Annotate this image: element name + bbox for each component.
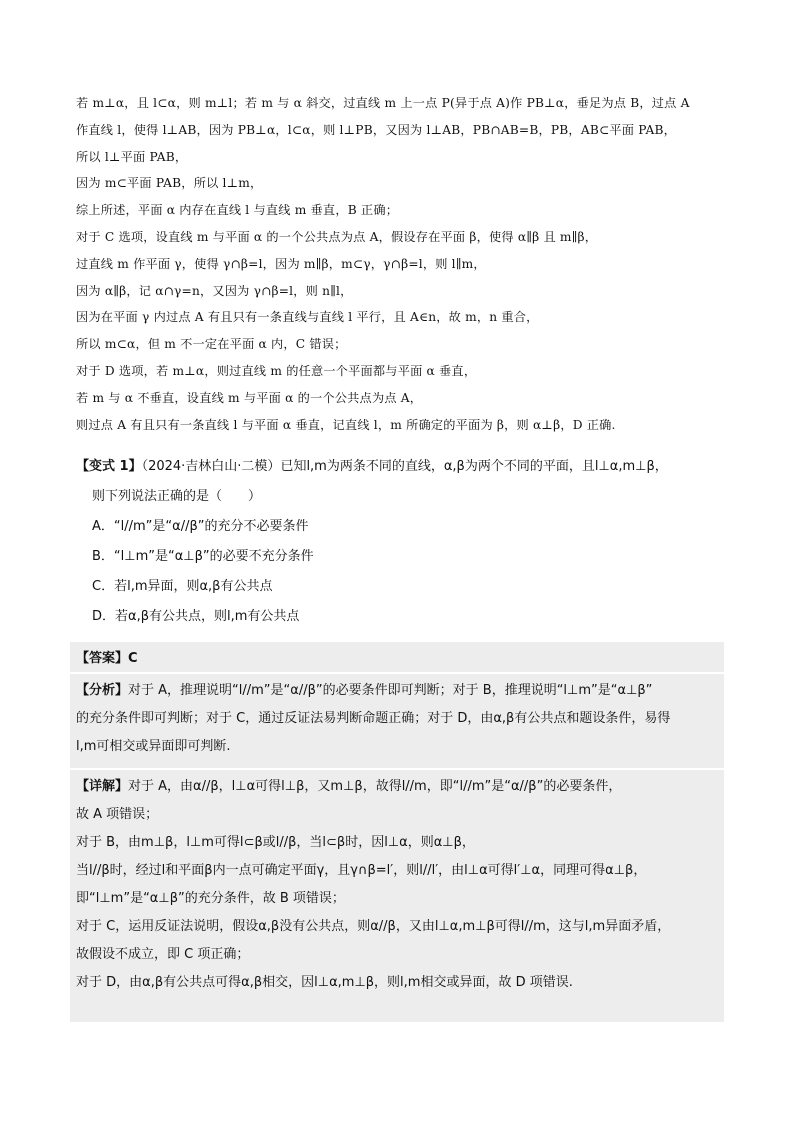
variant-tag: 【变式 1】 <box>76 459 142 474</box>
analysis-label: 【分析】 <box>76 683 129 698</box>
solution-line: 若 m⊥α，且 l⊂α，则 m⊥l；若 m 与 α 斜交，过直线 m 上一点 P(异于点 A)作 PB⊥α，垂足为点 B，过点 A <box>76 96 690 110</box>
question-stem <box>76 452 726 482</box>
solution-line: 则过点 A 有且只有一条直线 l 与平面 α 垂直，记直线 l，m 所确定的平面为 β，则 α⊥β，D 正确. <box>76 417 616 432</box>
analysis-line: 的充分条件即可判断；对于 C，通过反证法易判断命题正确；对于 D，由α,β有公共点和题设条件，易得 <box>76 711 671 726</box>
detail-line: 对于 A，由α//β，l⊥α可得l⊥β，又m⊥β，故得l//m，即“l//m”是“α//β”的必要条件， <box>128 779 622 794</box>
solution-line: 因为在平面 γ 内过点 A 有且只有一条直线与直线 l 平行，且 A∈n，故 m，n 重合， <box>76 310 539 325</box>
variant-question <box>76 452 726 632</box>
detail-line: 即“l⊥m”是“α⊥β”的充分条件，故 B 项错误； <box>76 891 345 906</box>
answer-box <box>70 642 724 672</box>
solution-line: 作直线 l，使得 l⊥AB，因为 PB⊥α，l⊂α，则 l⊥PB，又因为 l⊥AB，PB∩AB=B，PB，AB⊂平面 PAB， <box>76 122 677 137</box>
question-source: （2024·吉林白山·二模） <box>141 459 281 474</box>
solution-line: 综上所述，平面 α 内存在直线 l 与直线 m 垂直，B 正确； <box>76 203 399 218</box>
answer-value: C <box>128 651 138 666</box>
solution-line: 所以 m⊂α，但 m 不一定在平面 α 内，C 错误； <box>76 337 347 352</box>
analysis-line: 对于 A，推理说明“l//m”是“α//β”的必要条件即可判断；对于 B，推理说明“l⊥m”是“α⊥β” <box>128 683 653 698</box>
detail-line: 故假设不成立，即 C 项正确； <box>76 947 250 962</box>
detail-line: 当l//β时，经过l和平面β内一点可确定平面γ，且γ∩β=l′，则l//l′，由l⊥α可得l′⊥α，同理可得α⊥β， <box>76 863 647 878</box>
detail-line: 对于 C，运用反证法说明，假设α,β没有公共点，则α//β，又由l⊥α,m⊥β可得l//m，这与l,m异面矛盾， <box>76 919 671 934</box>
option-b: B．“l⊥m”是“α⊥β”的必要不充分条件 <box>92 549 314 564</box>
answer-label: 【答案】 <box>76 651 129 666</box>
detail-box <box>70 770 724 1022</box>
solution-line: 对于 D 选项，若 m⊥α，则过直线 m 的任意一个平面都与平面 α 垂直， <box>76 363 477 378</box>
option-a: A．“l//m”是“α//β”的充分不必要条件 <box>92 519 309 534</box>
detail-line: 对于 B，由m⊥β，l⊥m可得l⊂β或l//β，当l⊂β时，因l⊥α，则α⊥β， <box>76 835 475 850</box>
detail-line: 对于 D，由α,β有公共点可得α,β相交，因l⊥α,m⊥β，则l,m相交或异面，故 D 项错误. <box>76 975 573 990</box>
detail-line: 故 A 项错误； <box>76 807 159 822</box>
solution-continuation <box>76 90 736 438</box>
analysis-box <box>70 674 724 768</box>
solution-line: 对于 C 选项，设直线 m 与平面 α 的一个公共点为点 A，假设存在平面 β，使得 α∥β 且 m∥β， <box>76 229 598 244</box>
detail-label: 【详解】 <box>76 779 129 794</box>
option-d: D．若α,β有公共点，则l,m有公共点 <box>92 609 300 624</box>
question-stem-line2: 则下列说法正确的是（ ） <box>92 489 262 504</box>
solution-line: 所以 l⊥平面 PAB， <box>76 149 188 164</box>
solution-line: 因为 α∥β，记 α∩γ=n，又因为 γ∩β=l，则 n∥l， <box>76 283 353 298</box>
solution-line: 因为 m⊂平面 PAB，所以 l⊥m， <box>76 176 263 191</box>
question-stem-text: 已知l,m为两条不同的直线，α,β为两个不同的平面，且l⊥α,m⊥β， <box>280 459 668 474</box>
analysis-line: l,m可相交或异面即可判断. <box>76 739 231 754</box>
option-c: C．若l,m异面，则α,β有公共点 <box>92 579 273 594</box>
solution-line: 过直线 m 作平面 γ，使得 γ∩β=l，因为 m∥β，m⊂γ，γ∩β=l，则 l∥m， <box>76 256 486 271</box>
solution-line: 若 m 与 α 不垂直，设直线 m 与平面 α 的一个公共点为点 A， <box>76 390 423 405</box>
